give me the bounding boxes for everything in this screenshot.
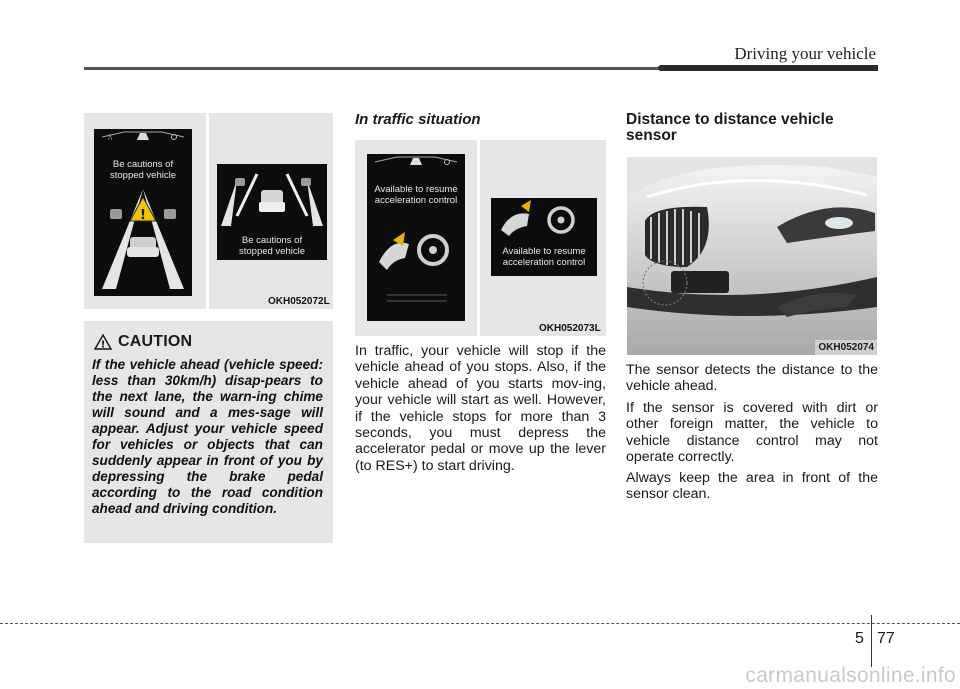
resume-message: Available to resume acceleration control [374, 184, 458, 206]
figure-stopped-vehicle [84, 113, 333, 309]
page-number: 77 [877, 630, 895, 647]
resume-screen-left [367, 154, 465, 321]
sensor-paragraph-1: The sensor detects the distance to the vehicle ahead. [626, 362, 878, 395]
cluster-display-graphic [94, 129, 192, 296]
figure-traffic [355, 140, 606, 336]
figure-code: OKH052073L [539, 323, 601, 334]
resume-message-small: Available to resume acceleration control [502, 246, 586, 268]
figure-code: OKH052072L [268, 296, 330, 307]
sensor-figure [627, 157, 877, 355]
watermark: carmanualsonline.info [745, 664, 956, 687]
traffic-paragraph: In traffic, your vehicle will stop if the vehicle ahead of you stops. Also, if the vehicle ahead of you starts mov-ing, your vehicle will start as well. However, if the vehicle stops for more than 3 seconds, you must depress the accelerator pedal or move up the lever (to RES+) to start driving. [355, 343, 606, 474]
footer-rule [0, 623, 960, 624]
caution-box [84, 321, 333, 543]
figure-divider [477, 140, 480, 336]
running-header: Driving your vehicle [734, 44, 876, 63]
figure-code: OKH052074 [815, 340, 877, 355]
svg-text:/\: /\ [108, 134, 113, 141]
sensor-paragraph-2: If the sensor is covered with dirt or other foreign matter, the vehicle to vehicle distance control may not operate correctly. [626, 400, 878, 466]
sensor-heading: Distance to distance vehicle sensor [626, 111, 834, 144]
page-number-separator [871, 615, 872, 667]
warning-triangle-icon [94, 334, 112, 350]
header-rule-accent [658, 65, 878, 71]
figure-divider [206, 113, 209, 309]
cluster-screen-left [94, 129, 192, 296]
car-front-image [627, 157, 877, 355]
caution-text: If the vehicle ahead (vehicle speed: less than 30km/h) disap-pears to the next lane, the warn-ing chime will sound and a mes-sage will appear. Adjust your vehicle speed for vehicles or objects that can suddenly appear in front of you by depressing the brake pedal according to the road condition ahead and driving condition. [92, 357, 323, 516]
svg-text:!: ! [140, 208, 146, 223]
resume-screen-right [491, 198, 597, 276]
caution-title: CAUTION [118, 333, 193, 350]
cluster-screen-right [217, 164, 327, 260]
resume-display-graphic [367, 154, 465, 321]
svg-text:!: ! [100, 339, 106, 350]
stopped-vehicle-message: Be cautions of stopped vehicle [109, 159, 177, 181]
sensor-paragraph-3: Always keep the area in front of the sensor clean. [626, 470, 878, 503]
stopped-vehicle-message-small: Be cautions of stopped vehicle [238, 235, 306, 257]
section-number: 5 [855, 630, 864, 647]
traffic-heading: In traffic situation [355, 111, 481, 128]
